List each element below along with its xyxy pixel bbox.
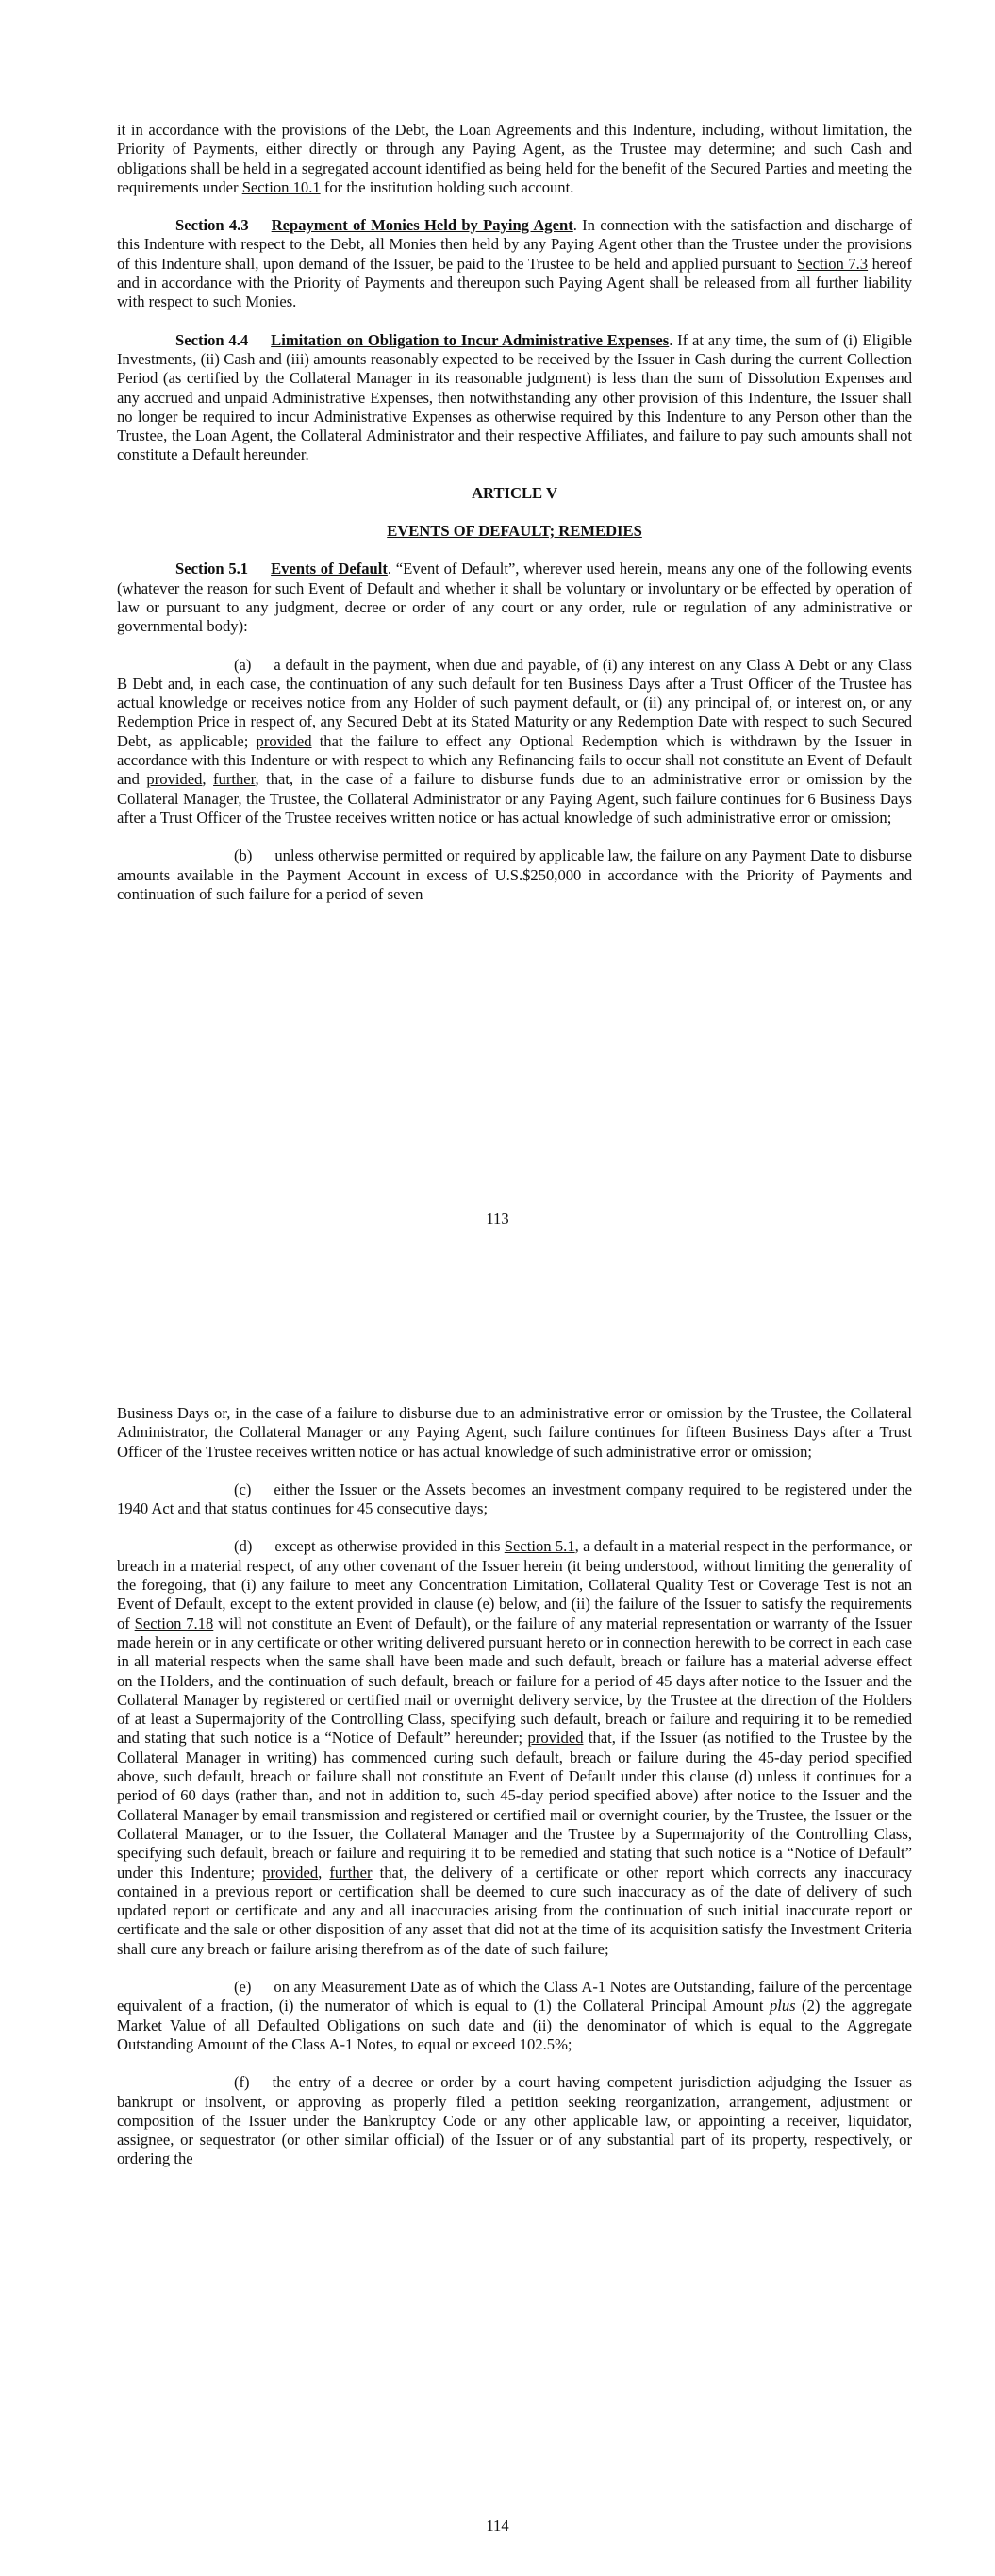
page-113 — [0, 0, 995, 1274]
section-ref-10-1: Section 10.1 — [241, 177, 321, 196]
clause-b-continuation: Business Days or, in the case of a failure to disburse due to an administrative error or omission by the Trustee, the Collateral Administrator, the Collateral Manager or any Paying Agent, such failure continues for fifteen Business Days after a Trust Officer of the Trustee receives written notice or has actual knowledge of such administrative error or omission; — [117, 1404, 912, 1461]
clause-b-label: (b) — [234, 846, 253, 865]
section-4-4-number: Section 4.4 — [175, 330, 249, 349]
clause-d-label: (d) — [234, 1537, 253, 1556]
section-5-1-paragraph: Section 5.1 Events of Default. “Event of Default”, wherever used herein, means any one of the following events (whatever the reason for such Event of Default and whether it shall be voluntary or involuntary or be effected by operation of law or pursuant to any judgment, decree or order of any court or any order, rule or regulation of any administrative or governmental body): — [117, 560, 912, 636]
clause-f-label: (f) — [234, 2073, 250, 2092]
clause-e-label: (e) — [234, 1978, 252, 1997]
page-number-114: 114 — [486, 2517, 509, 2534]
article-heading: ARTICLE V — [472, 483, 557, 502]
section-4-3-paragraph: Section 4.3 Repayment of Monies Held by Paying Agent. In connection with the satisfaction and discharge of this Indenture with respect to the Debt, all Monies then held by any Paying Agent other than the Trustee under the provisions of this Indenture shall, upon demand of the Issuer, be paid to the Trustee to be held and applied pursuant to Section 7.3 hereof and in accordance with the Priority of Payments and thereupon such Paying Agent shall be released from all further liability with respect to such Monies. — [117, 216, 912, 311]
section-ref-5-1: Section 5.1 — [504, 1537, 575, 1556]
section-5-1-number: Section 5.1 — [175, 560, 249, 578]
clause-d: (d) except as otherwise provided in this Section 5.1, a default in a material respect in the performance, or breach in a material respect, of any other covenant of the Issuer herein (it being understood, without limiting the generality of the foregoing, that (i) any failure to meet any Concentration Limitation, Collateral Quality Test or Coverage Test is not an Event of Default, except to the extent provided in clause (e) below, and (ii) the failure of the Issuer to satisfy the requirements of Section 7.18 will not constitute an Event of Default), or the failure of any material representation or warranty of the Issuer made herein or in any certificate or other writing delivered pursuant hereto or in connection herewith to be correct in each case in all material respects when the same shall have been made and such default, breach or failure has a material adverse effect on the Holders, and the continuation of such default, breach or failure for a period of 45 days after notice to the Issuer and the Collateral Manager by registered or certified mail or overnight delivery service, by the Trustee at the direction of the Holders of at least a Supermajority of the Controlling Class, specifying such default, breach or failure and requiring it to be remedied and stating that such notice is a “Notice of Default” hereunder; provided that, if the Issuer (as notified to the Trustee by the Collateral Manager in writing) has commenced curing such default, breach or failure during the 45-day period specified above, such default, breach or failure shall not constitute an Event of Default under this clause (d) unless it continues for a period of 60 days (rather than, and not in addition to, such 45-day period specified above) after notice to the Issuer and the Collateral Manager by email transmission and registered or certified mail or overnight courier, by the Trustee, the Issuer or the Collateral Manager, or to the Issuer, the Collateral Manager and the Trustee by a Supermajority of the Controlling Class, specifying such default, breach or failure and requiring it to be remedied and stating that such notice is a “Notice of Default” under this Indenture; provided, further that, the delivery of a certificate or other report which corrects any inaccuracy contained in a previous report or certification shall be deemed to cure such inaccuracy as of the date of delivery of such updated report or certificate and any and all inaccuracies arising from the continuation of such initial inaccurate report or certificate and the sale or other disposition of any asset that did not at the time of its acquisition satisfy the Investment Criteria shall cure any breach or failure arising therefrom as of the date of such failure; — [117, 1537, 912, 1958]
section-4-4-title: Limitation on Obligation to Incur Administrative Expenses — [271, 330, 670, 349]
clause-a: (a) a default in the payment, when due and payable, of (i) any interest on any Class A Debt or any Class B Debt and, in each case, the continuation of any such default for ten Business Days after a Trust Officer of the Trustee has actual knowledge or receives notice from any Holder of such payment default, or (ii) any principal of, or interest on, or any Redemption Price in respect of, any Secured Debt at its Stated Maturity or any Redemption Date with respect to such Secured Debt, as applicable; provided that the failure to effect any Optional Redemption which is withdrawn by the Issuer in accordance with this Indenture or with respect to which any Refinancing fails to occur shall not constitute an Event of Default and provided, further, that, in the case of a failure to disburse funds due to an administrative error or omission by the Collateral Manager, the Trustee, the Collateral Administrator or any Paying Agent, such failure continues for 6 Business Days after a Trust Officer of the Trustee receives written notice or has actual knowledge of such administrative error or omission; — [117, 655, 912, 827]
page-114-body — [117, 1404, 912, 2188]
clause-f: (f) the entry of a decree or order by a court having competent jurisdiction adjudging the Issuer as bankrupt or insolvent, or approving as properly filed a petition seeking reorganization, arrangement, adjustment or composition of the Issuer under the Bankruptcy Code or any other applicable law, or appointing a receiver, liquidator, assignee, or sequestrator (or other similar official) of the Issuer or of any substantial part of its property, respectively, or ordering the — [117, 2073, 912, 2168]
clause-a-label: (a) — [234, 655, 252, 674]
section-5-1-title: Events of Default — [271, 560, 388, 578]
intro-paragraph: it in accordance with the provisions of the Debt, the Loan Agreements and this Indenture, including, without limitation, the Priority of Payments, either directly or through any Paying Agent, as the Trustee may determine; and such Cash and obligations shall be held in a segregated account identified as being held for the benefit of the Secured Parties and meeting the requirements under Section 10.1 for the institution holding such account. — [117, 121, 912, 196]
section-ref-7-3: Section 7.3 — [797, 254, 869, 273]
section-ref-7-18: Section 7.18 — [134, 1614, 214, 1632]
section-4-3-number: Section 4.3 — [175, 216, 249, 235]
clause-b: (b) unless otherwise permitted or required by applicable law, the failure on any Payment Date to disburse amounts available in the Payment Account in excess of U.S.$250,000 in accordance with the Priority of Payments and continuation of such failure for a period of seven — [117, 846, 912, 903]
page-number-113: 113 — [486, 1210, 509, 1228]
article-title: EVENTS OF DEFAULT; REMEDIES — [387, 522, 642, 541]
section-4-4-paragraph: Section 4.4 Limitation on Obligation to Incur Administrative Expenses. If at any time, the sum of (i) Eligible Investments, (ii) Cash and (iii) amounts reasonably expected to be received by the Issuer in Cash during the current Collection Period (as certified by the Collateral Manager in its reasonable judgment) is less than the sum of Dissolution Expenses and any accrued and unpaid Administrative Expenses, then notwithstanding any other provision of this Indenture, the Issuer shall no longer be required to incur Administrative Expenses as otherwise required by this Indenture to any Person other than the Trustee, the Loan Agent, the Collateral Administrator and their respective Affiliates, and failure to pay such amounts shall not constitute a Default hereunder. — [117, 330, 912, 464]
section-4-3-title: Repayment of Monies Held by Paying Agent — [271, 216, 573, 235]
clause-c: (c) either the Issuer or the Assets becomes an investment company required to be registered under the 1940 Act and that status continues for 45 consecutive days; — [117, 1480, 912, 1518]
page-114 — [0, 1274, 995, 2576]
clause-c-label: (c) — [234, 1480, 252, 1498]
clause-e: (e) on any Measurement Date as of which the Class A-1 Notes are Outstanding, failure of the percentage equivalent of a fraction, (i) the numerator of which is equal to (1) the Collateral Principal Amount plus (2) the aggregate Market Value of all Defaulted Obligations on such date and (ii) the denominator of which is equal to the Aggregate Outstanding Amount of the Class A-1 Notes, to equal or exceed 102.5%; — [117, 1978, 912, 2053]
page-113-body — [117, 121, 912, 923]
